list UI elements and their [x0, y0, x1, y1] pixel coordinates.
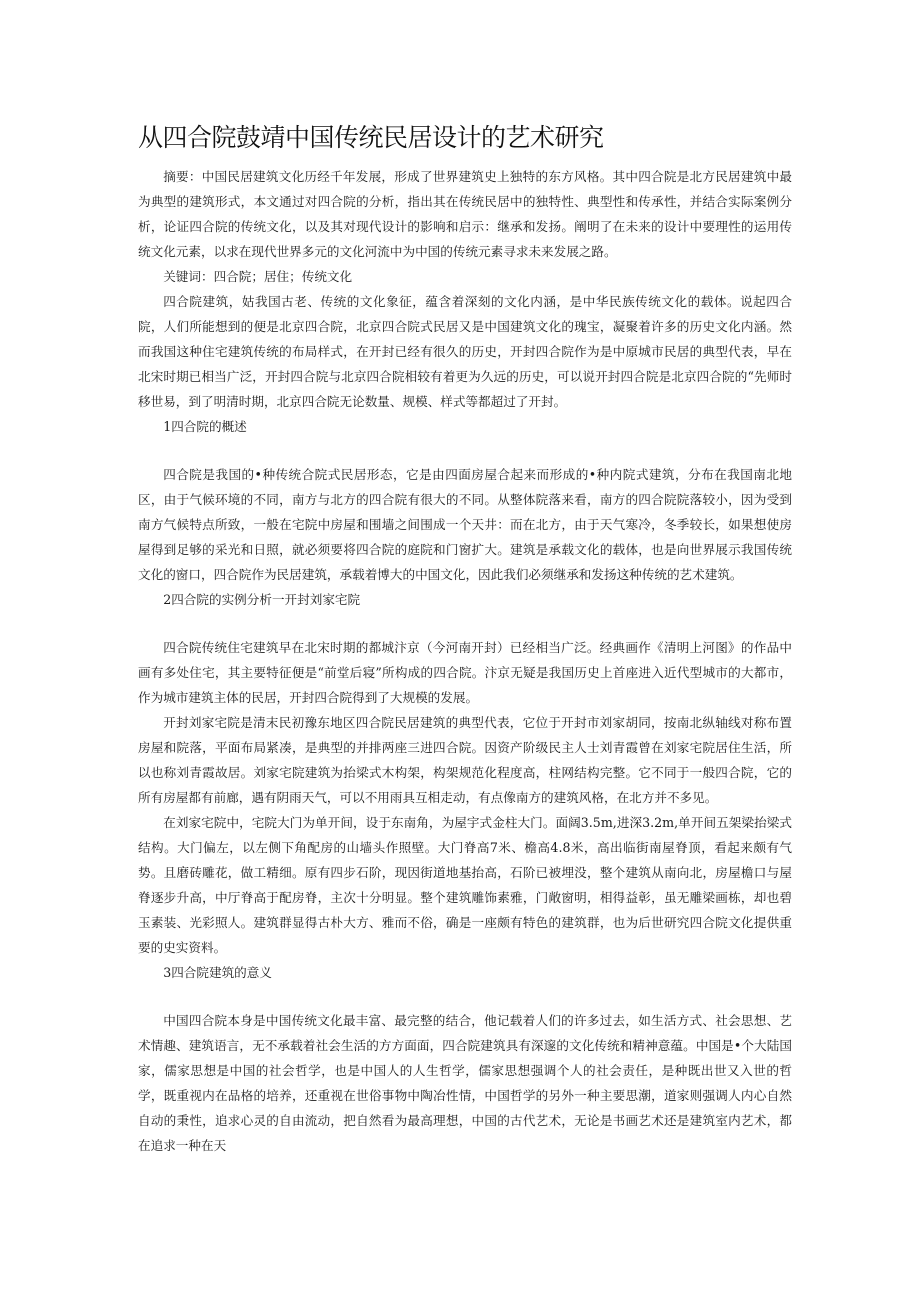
intro-paragraph: 四合院建筑，姑我国古老、传统的文化象征，蕴含着深刻的文化内涵，是中华民族传统文化的载体。说起四合院，人们所能想到的便是北京四合院，北京四合院式民居又是中国建筑文化的瑰宝，凝聚着许多的历史文化内涵。然而我国这种住宅建筑传统的布局样式，在开封已经有很久的历史，开封四合院作为是中原城市民居的典型代表，早在北宋时期已相当广泛，开封四合院与北京四合院相较有着更为久远的历史，可以说开封四合院是北京四合院的“先师时移世易，到了明清时期，北京四合院无论数量、规模、样式等都超过了开封。: [138, 294, 792, 409]
abstract-paragraph: 摘要：中国民居建筑文化历经千年发展，形成了世界建筑史上独特的东方风格。其中四合院是北方民居建筑中最为典型的建筑形式，本文通过对四合院的分析，指出其在传统民居中的独特性、典型性和传承性，并结合实际案例分析，论证四合院的传统文化，以及其对现代设计的影响和启示：继承和发扬。阐明了在未来的设计中要理性的运用传统文化元素，以求在现代世界多元的文化河流中为中国的传统元素寻求未来发展之路。: [138, 169, 792, 259]
paper-title: 从四合院鼓靖中国传统民居设计的艺术研究: [138, 123, 604, 152]
section-3-heading: 3四合院建筑的意义: [163, 965, 272, 980]
section-2-paragraph-3: 在刘家宅院中，宅院大门为单开间，设于东南角，为屋宇式金柱大门。面阔3.5m,进深3.2m,单开间五架梁抬梁式结构。大门偏左，以左侧下角配房的山墙头作照壁。大门脊高7米、檐高4.8米，高出临街南屋脊顶，看起来颇有气势。且磨砖雕花，做工精细。原有四步石阶，现因街道地基抬高，石阶已被埋没，整个建筑从南向北，房屋檐口与屋脊逐步升高，中厅脊高于配房脊，主次十分明显。整个建筑雕饰素雅，门敞窗明，相得益彰，虽无雕梁画栋，却也碧玉素装、光彩照人。建筑群显得古朴大方、雅而不俗，确是一座颇有特色的建筑群，也为后世研究四合院文化提供重要的史实资料。: [138, 815, 792, 955]
section-2-paragraph-2: 开封刘家宅院是清末民初豫东地区四合院民居建筑的典型代表，它位于开封市刘家胡同，按南北纵轴线对称布置房屋和院落，平面布局紧凑，是典型的并排两座三进四合院。因资产阶级民主人士刘青霞曾在刘家宅院居住生活，所以也称刘青霞故居。刘家宅院建筑为抬梁式木构架，构架规范化程度高，柱网结构完整。它不同于一般四合院，它的所有房屋都有前廊，遇有阴雨天气，可以不用雨具互相走动，有点像南方的建筑风格，在北方并不多见。: [138, 715, 792, 805]
keywords-line: 关键词：四合院；居住；传统文化: [163, 269, 353, 284]
section-2-paragraph-1: 四合院传统住宅建筑早在北宋时期的都城汴京（今河南开封）已经相当广泛。经典画作《清明上河图》的作品中画有多处住宅，其主要特征便是“前堂后寝”所构成的四合院。汴京无疑是我国历史上首座进入近代型城市的大都市，作为城市建筑主体的民居，开封四合院得到了大规模的发展。: [138, 640, 792, 705]
section-2-heading: 2四合院的实例分析一开封刘家宅院: [163, 592, 361, 607]
section-1-heading: 1四合院的概述: [163, 419, 247, 434]
paper-body: [138, 164, 792, 1158]
section-1-paragraph: 四合院是我国的•种传统合院式民居形态，它是由四面房屋合起来而形成的•种内院式建筑，分布在我国南北地区，由于气候环境的不同，南方与北方的四合院有很大的不同。从整体院落来看，南方的四合院院落较小，因为受到南方气候特点所致，一般在宅院中房屋和围墙之间围成一个天井：而在北方，由于天气寒冷，冬季较长，如果想使房屋得到足够的采光和日照，就必须要将四合院的庭院和门窗扩大。建筑是承载文化的载体，也是向世界展示我国传统文化的窗口，四合院作为民居建筑，承载着博大的中国文化，因此我们必须继承和发扬这种传统的艺术建筑。: [138, 467, 792, 582]
section-3-paragraph: 中国四合院本身是中国传统文化最丰富、最完整的结合，他记载着人们的许多过去，如生活方式、社会思想、艺术情趣、建筑语言，无不承载着社会生活的方方面面，四合院建筑具有深邃的文化传统和精神意蕴。中国是•个大陆国家，儒家思想是中国的社会哲学，也是中国人的人生哲学，儒家思想强调个人的社会责任，是种既出世又入世的哲学，既重视内在品格的培养，还重视在世俗事物中陶冶性情，中国哲学的另外一种主要思潮，道家则强调人内心自然自动的秉性，追求心灵的自由流动，把自然看为最高理想，中国的古代艺术，无论是书画艺术还是建筑室内艺术，都在追求一种在天: [138, 1013, 792, 1153]
